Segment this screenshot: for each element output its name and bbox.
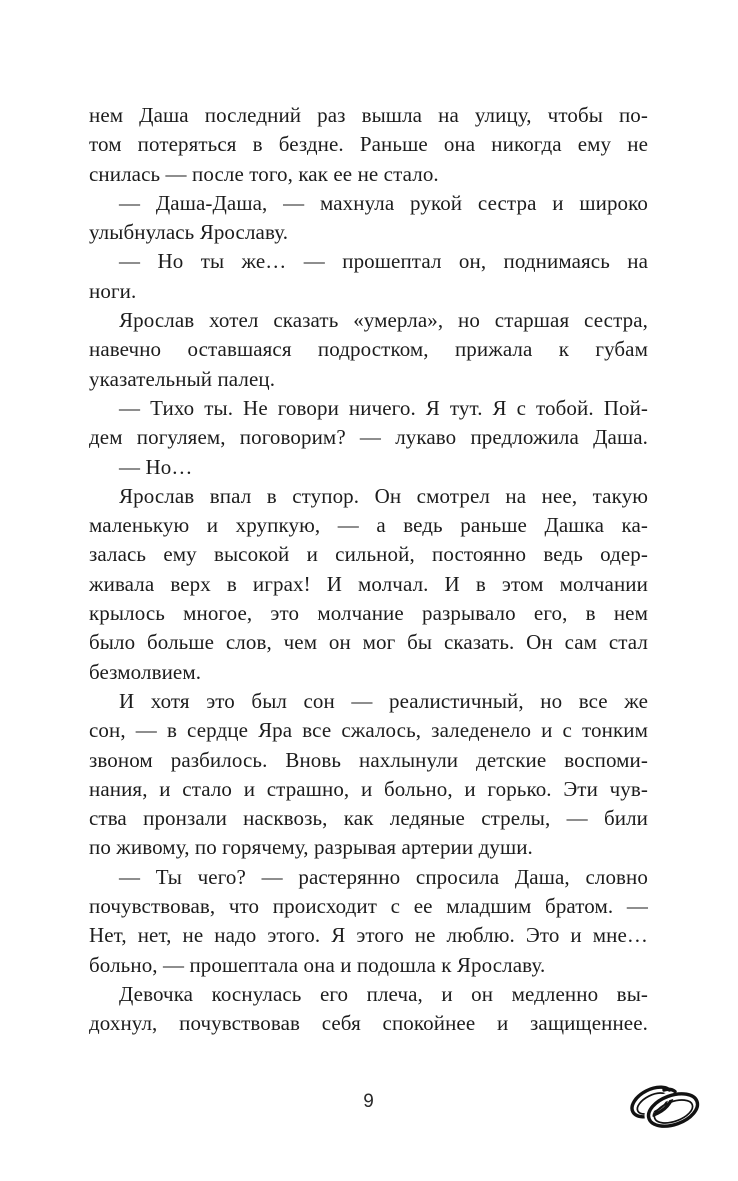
- text-line: ства пронзали насквозь, как ледяные стрелы, — били: [89, 806, 648, 831]
- text-line: нем Даша последний раз вышла на улицу, чтобы по-: [89, 103, 648, 127]
- text-line: — Но ты же… — прошептал он, поднимаясь на: [119, 249, 648, 274]
- text-line: почувствовав, что происходит с ее младшим братом. —: [89, 894, 648, 919]
- text-line: — Даша-Даша, — махнула рукой сестра и широко: [119, 190, 648, 215]
- text-line: — Тихо ты. Не говори ничего. Я тут. Я с тобой. Пой-: [119, 395, 648, 420]
- text-line: по живому, по горячему, разрывая артерии души.: [89, 835, 533, 860]
- text-line: дохнул, почувствовав себя спокойнее и защищеннее.: [89, 1011, 648, 1036]
- text-line: нания, и стало и страшно, и больно, и горько. Эти чув-: [89, 776, 648, 801]
- text-line: Ярослав хотел сказать «умерла», но старшая сестра,: [119, 308, 648, 333]
- text-line: сон, — в сердце Яра все сжалось, заледенело и с тонким: [89, 718, 648, 743]
- text-line: И хотя это был сон — реалистичный, но все же: [119, 688, 648, 713]
- text-line: маленькую и хрупкую, — а ведь раньше Дашка ка-: [89, 513, 648, 538]
- text-line: Девочка коснулась его плеча, и он медленно вы-: [119, 981, 648, 1006]
- page-number: 9: [363, 1091, 374, 1112]
- text-line: том потеряться в бездне. Раньше она никогда ему не: [89, 132, 648, 157]
- text-line: звоном разбилось. Вновь нахлынули детские воспоми-: [89, 747, 648, 772]
- text-line: Нет, нет, не надо этого. Я этого не люблю. Это и мне…: [89, 923, 648, 948]
- text-block: [89, 101, 648, 1039]
- text-line: указательный палец.: [89, 366, 276, 391]
- text-line: больно, — прошептала она и подошла к Ярославу.: [89, 952, 546, 977]
- text-line: — Ты чего? — растерянно спросила Даша, словно: [119, 864, 648, 889]
- text-line: безмолвием.: [89, 659, 202, 684]
- text-line: дем погуляем, поговорим? — лукаво предложила Даша.: [89, 425, 648, 450]
- text-line: Ярослав впал в ступор. Он смотрел на нее, такую: [119, 483, 648, 508]
- text-line: снилась — после того, как ее не стало.: [89, 161, 439, 186]
- text-line: залась ему высокой и сильной, постоянно ведь одер-: [89, 542, 648, 567]
- rings-icon: [626, 1073, 704, 1135]
- text-line: крылось многое, это молчание разрывало его, в нем: [89, 601, 648, 626]
- text-line: — Но…: [119, 454, 193, 479]
- text-line: улыбнулась Ярославу.: [89, 220, 289, 245]
- text-line: было больше слов, чем он мог бы сказать. Он сам стал: [89, 630, 648, 655]
- text-line: ноги.: [89, 278, 137, 303]
- text-line: навечно оставшаяся подростком, прижала к губам: [89, 337, 648, 362]
- text-line: живала верх в играх! И молчал. И в этом молчании: [89, 571, 648, 596]
